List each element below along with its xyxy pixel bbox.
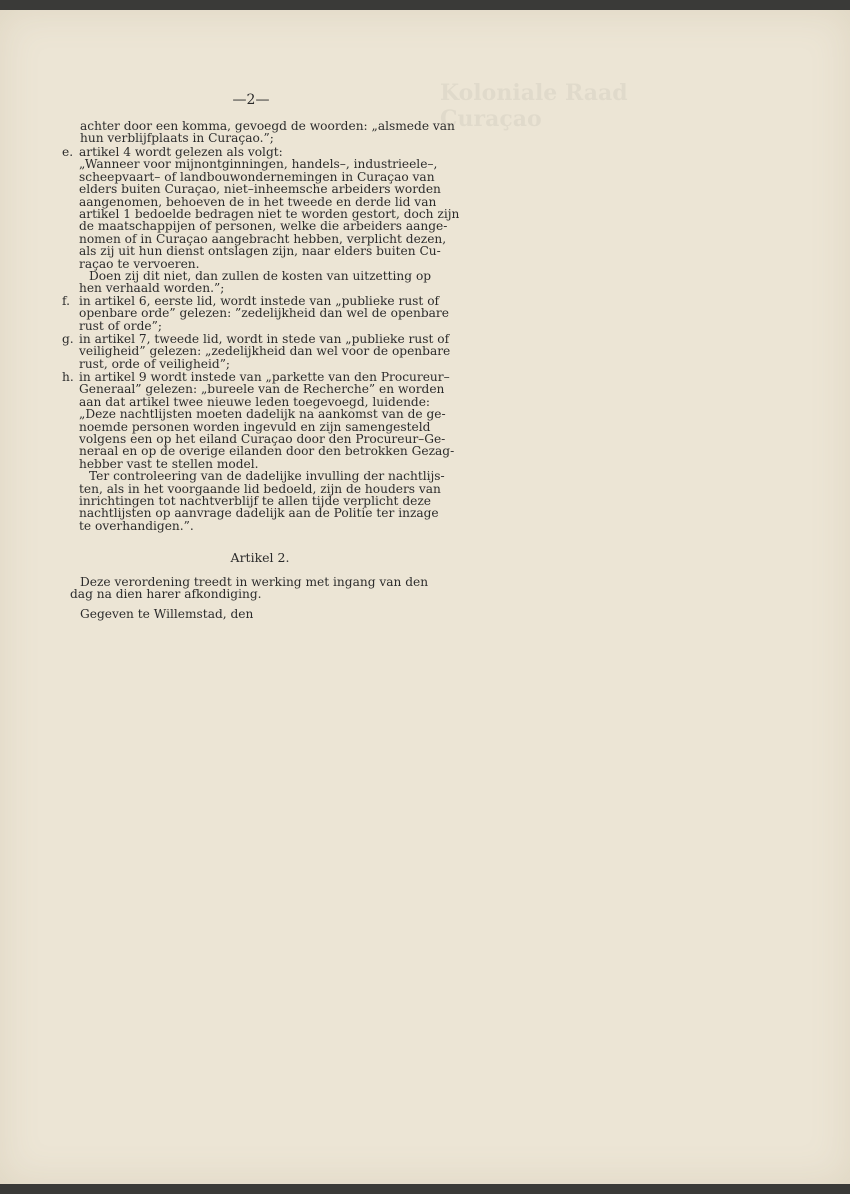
text-line: raçao te vervoeren.	[79, 256, 200, 271]
article-paragraph	[70, 575, 429, 602]
text-line: in artikel 7, tweede lid, wordt in stede van „publieke rust of	[79, 332, 450, 346]
page-number: —2—	[232, 92, 270, 108]
text-line: inrichtingen tot nachtverblijf te allen tijde verplicht deze	[79, 494, 431, 509]
text-line: openbare orde” gelezen: ”zedelijkheid dan wel de openbare	[79, 306, 449, 321]
list-marker: h.	[62, 370, 74, 384]
article-heading: Artikel 2.	[230, 550, 290, 565]
text-line: Ter controleering van de dadelijke invulling der nachtlijs-	[89, 469, 445, 484]
text-line: Doen zij dit niet, dan zullen de kosten van uitzetting op	[89, 269, 432, 284]
text-line: artikel 4 wordt gelezen als volgt:	[79, 145, 283, 159]
bleed-through-watermark	[440, 80, 800, 260]
list-marker: g.	[62, 332, 74, 346]
text-line: elders buiten Curaçao, niet–inheemsche arbeiders worden	[79, 182, 441, 197]
text-line: volgens een op het eiland Curaçao door den Procureur–Ge-	[79, 432, 446, 447]
text-line: nachtlijsten op aanvrage dadelijk aan de Politie ter inzage	[79, 506, 439, 521]
document-page	[0, 10, 850, 1184]
text-line: noemde personen worden ingevuld en zijn samengesteld	[79, 419, 431, 434]
text-line: hun verblijfplaats in Curaçao.”;	[80, 131, 274, 146]
text-line: veiligheid” gelezen: „zedelijkheid dan wel voor de openbare	[79, 344, 451, 359]
text-line: rust, orde of veiligheid”;	[79, 356, 231, 371]
text-line: neraal en op de overige eilanden door den betrokken Gezag-	[79, 444, 455, 459]
text-line: aangenomen, behoeven de in het tweede en derde lid van	[79, 194, 437, 209]
text-line: ten, als in het voorgaande lid bedoeld, zijn de houders van	[79, 481, 441, 496]
text-line: aan dat artikel twee nieuwe leden toegevoegd, luidende:	[79, 394, 431, 409]
text-line: rust of orde”;	[79, 318, 162, 333]
text-line: „Deze nachtlijsten moeten dadelijk na aankomst van de ge-	[79, 407, 446, 422]
text-line: Generaal” gelezen: „bureele van de Recherche” en worden	[79, 382, 445, 397]
text-line: scheepvaart– of landbouwondernemingen in Curaçao van	[79, 169, 435, 184]
bleed-line: Koloniale Raad	[440, 80, 628, 106]
list-marker: e.	[62, 145, 74, 159]
list-item-h	[62, 370, 455, 533]
bleed-line: Curaçao	[440, 106, 542, 132]
list-item-e	[62, 145, 460, 296]
list-marker: f.	[62, 294, 70, 308]
text-line: te overhandigen.”.	[79, 518, 194, 533]
text-line: nomen of in Curaçao aangebracht hebben, verplicht dezen,	[79, 231, 447, 246]
text-line: in artikel 6, eerste lid, wordt instede van „publieke rust of	[79, 294, 440, 308]
text-line: hebber vast te stellen model.	[79, 456, 259, 471]
text-line: Deze verordening treedt in werking met ingang van den	[80, 575, 429, 589]
list-item-f	[62, 294, 449, 333]
list-item-g	[62, 332, 451, 371]
text-line: dag na dien harer afkondiging.	[70, 587, 262, 602]
text-line: artikel 1 bedoelde bedragen niet te worden gestort, doch zijn	[79, 207, 460, 222]
text-line: in artikel 9 wordt instede van „parkette van den Procureur–	[79, 370, 450, 384]
closing-line: Gegeven te Willemstad, den	[80, 607, 254, 621]
text-line: achter door een komma, gevoegd de woorden: „alsmede van	[80, 119, 455, 133]
text-line: hen verhaald worden.”;	[79, 281, 225, 296]
text-line: de maatschappijen of personen, welke die arbeiders aange-	[79, 219, 448, 234]
text-line: als zij uit hun dienst ontslagen zijn, naar elders buiten Cu-	[79, 244, 441, 259]
intro-paragraph	[80, 119, 455, 146]
text-line: „Wanneer voor mijnontginningen, handels–, industrieele–,	[79, 157, 438, 172]
